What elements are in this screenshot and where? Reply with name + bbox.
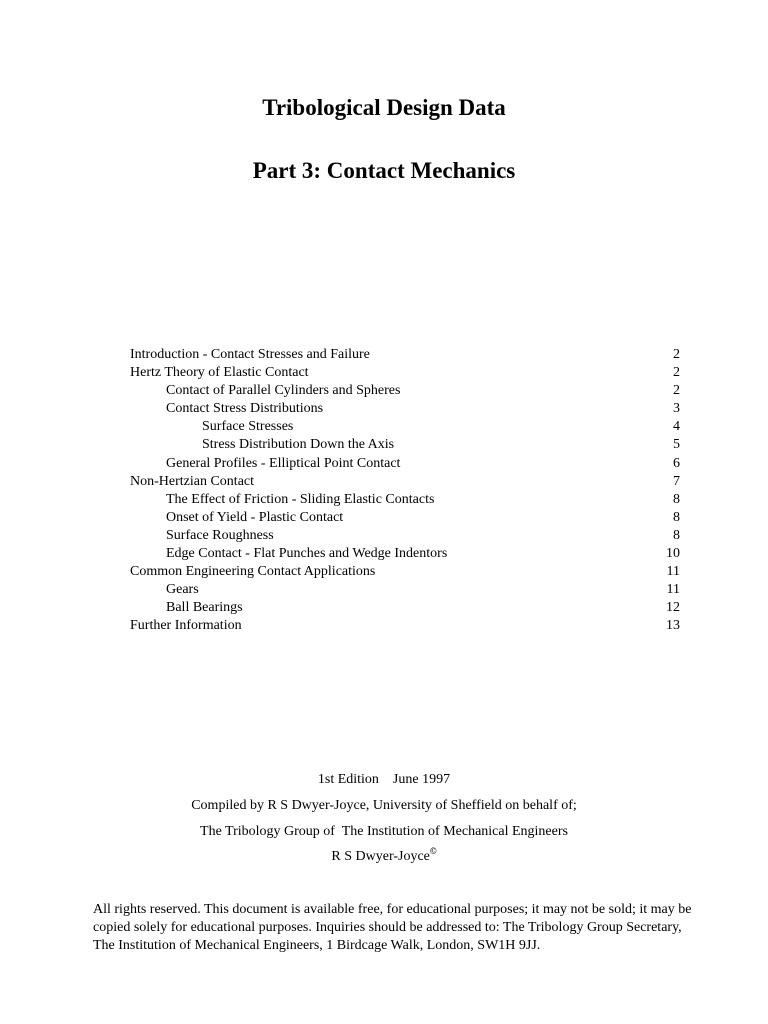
- publisher-line: The Tribology Group of The Institution of Mechanical Engineers: [200, 824, 568, 839]
- toc-entry: [130, 581, 680, 599]
- toc-entry: [130, 599, 680, 617]
- toc-entry-page: 8: [673, 491, 680, 507]
- copyright-holder: [0, 846, 768, 865]
- copyright-symbol: ©: [429, 846, 437, 856]
- edition-line: 1st Edition June 1997: [317, 772, 451, 787]
- copyright-holder-name: R S Dwyer-Joyce: [331, 849, 430, 864]
- toc-entry-label: Further Information: [130, 618, 242, 634]
- toc-entry-label: Hertz Theory of Elastic Contact: [130, 365, 309, 381]
- toc-entry-label: The Effect of Friction - Sliding Elastic Contacts: [166, 491, 435, 507]
- toc-entry: [130, 473, 680, 491]
- toc-entry-label: Contact of Parallel Cylinders and Spheres: [166, 383, 401, 399]
- toc-entry-page: 2: [673, 347, 680, 362]
- toc-entry-label: Introduction - Contact Stresses and Failure: [130, 347, 370, 362]
- toc-entry-label: Ball Bearings: [166, 600, 243, 616]
- toc-entry-page: 5: [673, 437, 680, 453]
- toc-entry: [130, 346, 680, 364]
- document-title: Tribological Design Data: [262, 95, 506, 120]
- toc-entry-label: Common Engineering Contact Applications: [130, 564, 376, 580]
- toc-entry-page: 6: [673, 455, 680, 471]
- toc-entry-label: Stress Distribution Down the Axis: [202, 437, 395, 453]
- toc-entry-page: 8: [673, 527, 680, 543]
- toc-entry-label: Gears: [166, 582, 199, 598]
- toc-entry-page: 13: [666, 618, 680, 634]
- toc-entry: [130, 527, 680, 545]
- toc-entry-label: Onset of Yield - Plastic Contact: [166, 509, 344, 525]
- toc-entry-label: Surface Roughness: [166, 527, 274, 543]
- toc-entry-page: 8: [673, 509, 680, 525]
- toc-entry-page: 10: [666, 546, 680, 562]
- toc-entry: [130, 364, 680, 382]
- toc-entry: [130, 455, 680, 473]
- rights-notice: All rights reserved. This document is available free, for educational purposes; it may not be sold; it may be copied solely for educational purposes. Inquiries should be addressed to: The Tribology Group Secretary, The Institution of Mechanical Engineers, 1 Birdcage Walk, London, SW1H 9JJ.: [93, 902, 692, 953]
- toc-entry: [130, 400, 680, 418]
- document-subtitle: Part 3: Contact Mechanics: [252, 158, 516, 183]
- toc-entry: [130, 436, 680, 454]
- toc-entry-page: 7: [673, 473, 680, 489]
- toc-entry-page: 4: [673, 419, 680, 435]
- toc-entry-page: 2: [673, 383, 680, 399]
- toc-entry: [130, 491, 680, 509]
- toc-entry-label: Surface Stresses: [202, 419, 294, 435]
- toc-entry: [130, 382, 680, 400]
- toc-entry-label: General Profiles - Elliptical Point Contact: [166, 455, 401, 471]
- table-of-contents: [130, 346, 680, 636]
- toc-entry-label: Contact Stress Distributions: [166, 401, 324, 417]
- toc-entry-label: Edge Contact - Flat Punches and Wedge Indentors: [166, 546, 448, 562]
- compiled-by-line: Compiled by R S Dwyer-Joyce, University of Sheffield on behalf of;: [191, 798, 577, 813]
- toc-entry: [130, 617, 680, 635]
- toc-entry-page: 11: [666, 582, 680, 598]
- toc-entry-label: Non-Hertzian Contact: [130, 473, 255, 489]
- toc-entry-page: 11: [666, 564, 680, 580]
- toc-entry: [130, 545, 680, 563]
- toc-entry: [130, 509, 680, 527]
- toc-entry-page: 2: [673, 365, 680, 381]
- toc-entry: [130, 563, 680, 581]
- toc-entry: [130, 418, 680, 436]
- toc-entry-page: 3: [673, 401, 680, 417]
- toc-entry-page: 12: [666, 600, 680, 616]
